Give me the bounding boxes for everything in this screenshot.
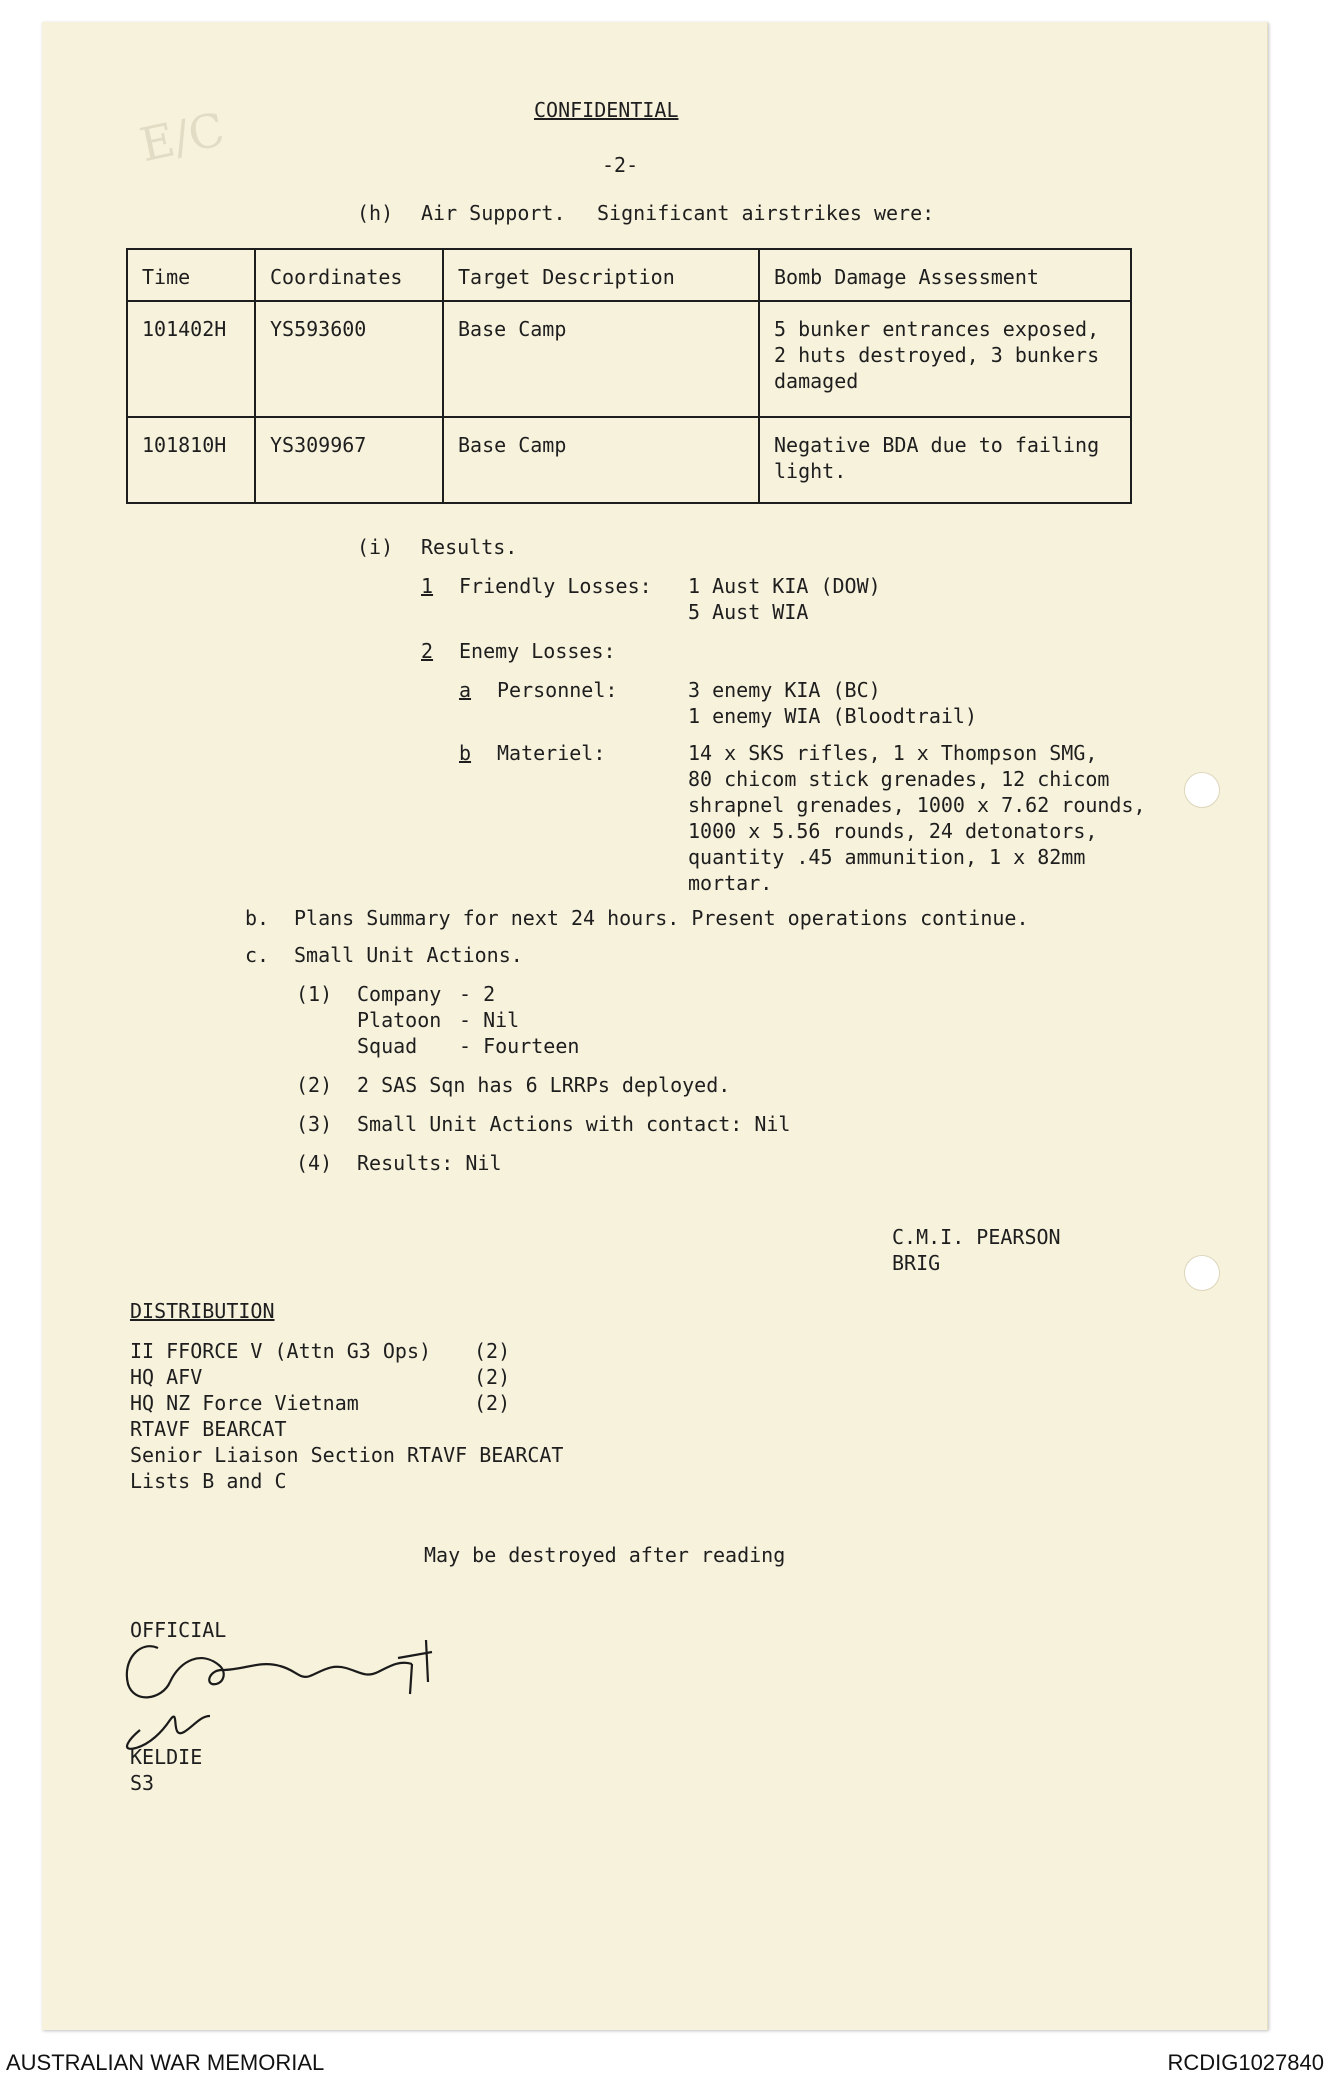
coordinates-cell: YS309967 <box>255 417 443 503</box>
small-unit-item-number: (4) <box>296 1151 333 1175</box>
table-row <box>127 301 1131 417</box>
friendly-losses-line: 5 Aust WIA <box>688 600 809 624</box>
classification-header: CONFIDENTIAL <box>534 98 679 122</box>
bda-cell <box>759 301 1131 417</box>
distribution-item: Lists B and C <box>130 1469 287 1493</box>
unit-type-value: - Nil <box>459 1008 520 1032</box>
materiel-letter: b <box>459 741 472 765</box>
bda-line: damaged <box>774 369 859 393</box>
distribution-item: HQ NZ Force Vietnam <box>130 1391 359 1415</box>
friendly-losses-line: 1 Aust KIA (DOW) <box>688 574 881 598</box>
footer-left: AUSTRALIAN WAR MEMORIAL <box>6 2050 325 2075</box>
time-cell: 101810H <box>127 417 255 503</box>
materiel-line: 80 chicom stick grenades, 12 chicom <box>688 767 1110 791</box>
bda-line: light. <box>774 459 847 483</box>
small-unit-item-number: (3) <box>296 1112 333 1136</box>
results-title: Results. <box>421 535 518 559</box>
bda-cell <box>759 417 1131 503</box>
friendly-losses-number: 1 <box>421 574 434 598</box>
bda-line: Negative BDA due to failing <box>774 433 1100 457</box>
bda-line: 2 huts destroyed, 3 bunkers <box>774 343 1100 367</box>
punch-hole-bottom <box>1184 1255 1220 1291</box>
unit-type-label: Company <box>357 982 442 1006</box>
personnel-label: Personnel: <box>497 678 618 702</box>
air-support-label: (h) <box>357 201 394 225</box>
airstrikes-table <box>126 248 1132 504</box>
official-label: OFFICIAL <box>130 1618 227 1642</box>
air-support-title: Air Support. <box>421 201 566 225</box>
personnel-letter: a <box>459 678 472 702</box>
distribution-count: (2) <box>474 1391 511 1415</box>
enemy-losses-label: Enemy Losses: <box>459 639 616 663</box>
official-name: KELDIE <box>130 1745 203 1769</box>
destroy-note: May be destroyed after reading <box>424 1543 786 1567</box>
plans-text: Plans Summary for next 24 hours. Present operations continue. <box>294 906 1029 930</box>
personnel-line: 1 enemy WIA (Bloodtrail) <box>688 704 977 728</box>
small-unit-item-number: (2) <box>296 1073 333 1097</box>
distribution-count: (2) <box>474 1339 511 1363</box>
materiel-label: Materiel: <box>497 741 606 765</box>
distribution-title: DISTRIBUTION <box>130 1299 275 1323</box>
materiel-line: quantity .45 ammunition, 1 x 82mm <box>688 845 1086 869</box>
coordinates-cell: YS593600 <box>255 301 443 417</box>
time-cell: 101402H <box>127 301 255 417</box>
materiel-line: 1000 x 5.56 rounds, 24 detonators, <box>688 819 1098 843</box>
official-position: S3 <box>130 1771 155 1795</box>
table-header-cell: Target Description <box>443 249 759 301</box>
distribution-item: RTAVF BEARCAT <box>130 1417 287 1441</box>
materiel-line: 14 x SKS rifles, 1 x Thompson SMG, <box>688 741 1098 765</box>
distribution-item: HQ AFV <box>130 1365 203 1389</box>
materiel-line: shrapnel grenades, 1000 x 7.62 rounds, <box>688 793 1146 817</box>
target-cell: Base Camp <box>443 417 759 503</box>
small-unit-item-text: Small Unit Actions with contact: Nil <box>357 1112 791 1136</box>
small-unit-item-text: Results: Nil <box>357 1151 502 1175</box>
small-unit-item-number: (1) <box>296 982 333 1006</box>
distribution-item: II FFORCE V (Attn G3 Ops) <box>130 1339 432 1363</box>
plans-label: b. <box>245 906 270 930</box>
signatory-name: C.M.I. PEARSON <box>892 1225 1061 1249</box>
footer-right: RCDIG1027840 <box>1167 2050 1324 2075</box>
small-unit-item-text: 2 SAS Sqn has 6 LRRPs deployed. <box>357 1073 731 1097</box>
punch-hole-top <box>1184 772 1220 808</box>
personnel-line: 3 enemy KIA (BC) <box>688 678 881 702</box>
distribution-item: Senior Liaison Section RTAVF BEARCAT <box>130 1443 564 1467</box>
unit-type-label: Platoon <box>357 1008 442 1032</box>
table-header-cell: Bomb Damage Assessment <box>759 249 1131 301</box>
table-header-row <box>127 249 1131 301</box>
unit-type-value: - Fourteen <box>459 1034 580 1058</box>
unit-type-value: - 2 <box>459 982 496 1006</box>
table-row <box>127 417 1131 503</box>
bleed-through-mark: E/C <box>135 101 229 173</box>
enemy-losses-number: 2 <box>421 639 434 663</box>
unit-type-label: Squad <box>357 1034 418 1058</box>
signatory-rank: BRIG <box>892 1251 941 1275</box>
results-label: (i) <box>357 535 394 559</box>
target-cell: Base Camp <box>443 301 759 417</box>
materiel-line: mortar. <box>688 871 773 895</box>
air-support-intro: Significant airstrikes were: <box>597 201 935 225</box>
table-header-cell: Time <box>127 249 255 301</box>
bda-line: 5 bunker entrances exposed, <box>774 317 1100 341</box>
handwritten-signature <box>110 1620 470 1760</box>
page-number: -2- <box>602 153 639 177</box>
table-header-cell: Coordinates <box>255 249 443 301</box>
small-unit-title: Small Unit Actions. <box>294 943 523 967</box>
distribution-count: (2) <box>474 1365 511 1389</box>
friendly-losses-label: Friendly Losses: <box>459 574 652 598</box>
small-unit-label: c. <box>245 943 270 967</box>
